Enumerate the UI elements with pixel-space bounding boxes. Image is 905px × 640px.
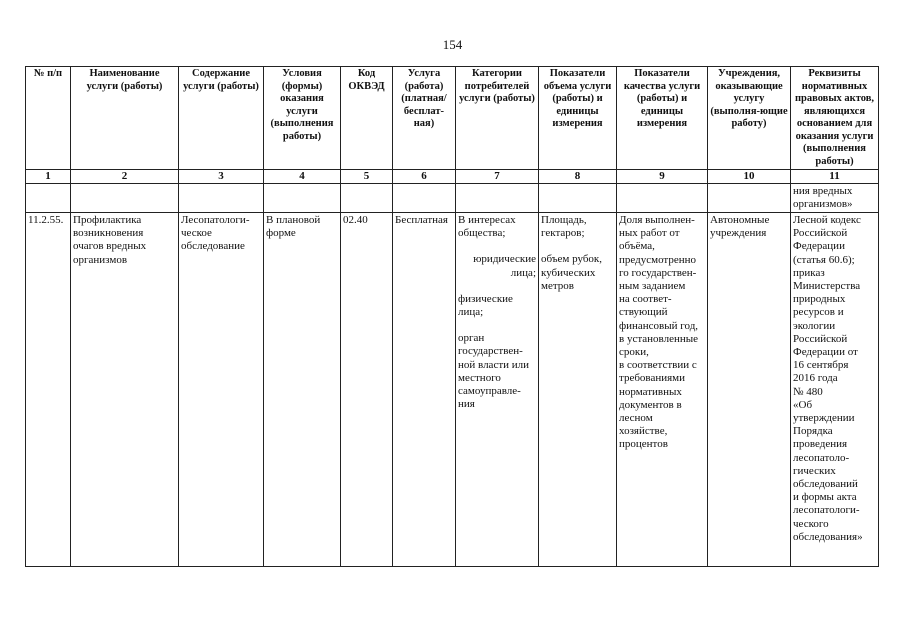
service-content: Лесопатологи- ческое обследование [179, 213, 264, 567]
column-number: 6 [393, 170, 456, 184]
table-row [26, 213, 879, 567]
header-cell: Категории потребителей услуги (работы) [456, 67, 539, 170]
header-cell: № п/п [26, 67, 71, 170]
page-number: 154 [442, 37, 463, 52]
legal-requisites: Лесной кодекс Российской Федерации (статья 60.6); приказ Министерства природных ресурсов и экологии Российской Федерации от 16 сентября 2016 года № 480 «Об утверждении Порядка проведения лесопатоло- гических обследований и формы акта лесопатологи- ческого обследования» [791, 213, 879, 567]
quality-indicators: Доля выполнен- ных работ от объёма, предусмотренно го государствен- ным заданием на соответ- ствующий финансовый год, в установленные сроки, в соответствии с требованиями нормативных документов в лесном хозяйстве, процентов [617, 213, 708, 567]
services-table [25, 66, 879, 567]
service-name: Профилактика возникновения очагов вредных организмов [71, 213, 179, 567]
column-number: 10 [708, 170, 791, 184]
column-number: 9 [617, 170, 708, 184]
consumer-item: В интересах общества; [458, 214, 516, 240]
column-number-row [26, 170, 879, 184]
header-row [26, 67, 879, 170]
column-number: 2 [71, 170, 179, 184]
header-cell: Реквизиты нормативных правовых актов, являющихся основанием для оказания услуги (выполнения работы) [791, 67, 879, 170]
header-cell: Показатели объема услуги (работы) и единицы измерения [539, 67, 617, 170]
volume-item: объем рубок, кубических метров [541, 253, 603, 292]
header-cell: Код ОКВЭД [341, 67, 393, 170]
header-cell: Содержание услуги (работы) [179, 67, 264, 170]
continuation-text: ния вредных организмов» [791, 184, 879, 213]
okved-code: 02.40 [341, 213, 393, 567]
continuation-row [26, 184, 879, 213]
header-cell: Услуга (работа) (платная/ бесплат-ная) [393, 67, 456, 170]
institutions: Автономные учреждения [708, 213, 791, 567]
service-conditions: В плановой форме [264, 213, 341, 567]
consumer-item: орган государствен-ной власти или местного самоуправле-ния [458, 332, 530, 411]
consumer-item: физические лица; [458, 292, 513, 319]
consumer-item: юридические лица; [473, 253, 536, 279]
column-number: 7 [456, 170, 539, 184]
column-number: 8 [539, 170, 617, 184]
paid-status: Бесплатная [393, 213, 456, 567]
header-cell: Показатели качества услуги (работы) и единицы измерения [617, 67, 708, 170]
header-cell: Условия (формы) оказания услуги (выполнения работы) [264, 67, 341, 170]
column-number: 4 [264, 170, 341, 184]
column-number: 1 [26, 170, 71, 184]
row-number: 11.2.55. [26, 213, 71, 567]
volume-item: Площадь, гектаров; [541, 214, 587, 240]
column-number: 3 [179, 170, 264, 184]
consumer-categories [456, 213, 539, 567]
volume-indicators [539, 213, 617, 567]
column-number: 5 [341, 170, 393, 184]
column-number: 11 [791, 170, 879, 184]
header-cell: Наименование услуги (работы) [71, 67, 179, 170]
header-cell: Учреждения, оказывающие услугу (выполня-ющие работу) [708, 67, 791, 170]
